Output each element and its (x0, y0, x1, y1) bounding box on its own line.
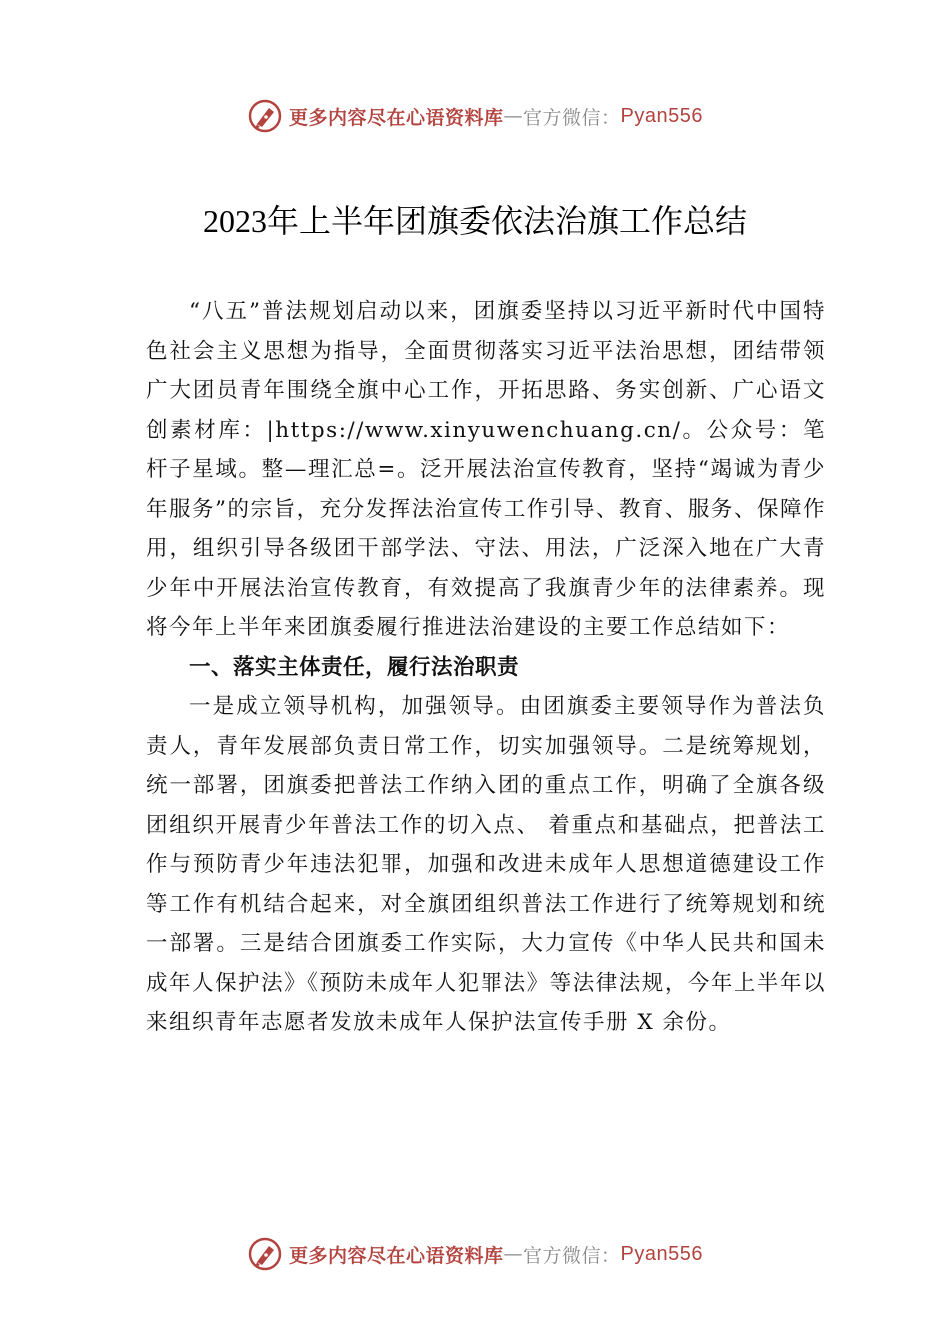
pen-nib-logo-icon (247, 1236, 283, 1272)
document-body (146, 292, 826, 1043)
document-title: 2023年上半年团旗委依法治旗工作总结 (202, 203, 747, 239)
watermark-wechat-label: 官方微信： (523, 106, 621, 129)
watermark-separator: — (503, 105, 524, 127)
watermark-wechat-label: 官方微信： (523, 1244, 621, 1267)
watermark-footer (0, 1234, 950, 1274)
watermark-separator: — (503, 1243, 524, 1265)
watermark-wechat-id: Pyan556 (620, 104, 703, 127)
watermark-header (0, 96, 950, 136)
pen-nib-logo-icon (247, 98, 283, 134)
section-paragraph: 一是成立领导机构，加强领导。由团旗委主要领导作为普法负责人，青年发展部负责日常工作，切实加强领导。二是统筹规划，统一部署，团旗委把普法工作纳入团的重点工作，明确了全旗各级团组织开展青少年普法工作的切入点、 着重点和基础点，把普法工作与预防青少年违法犯罪，加强和改进未成年人思想道德建设工作等工作有机结合起来，对全旗团组织普法工作进行了统筹规划和统一部署。三是结合团旗委工作实际，大力宣传《中华人民共和国未成年人保护法》《预防未成年人犯罪法》等法律法规，今年上半年以来组织青年志愿者发放未成年人保护法宣传手册 X 余份。 (146, 694, 826, 1035)
watermark-wechat-id: Pyan556 (620, 1242, 703, 1265)
section-heading: 一、落实主体责任，履行法治职责 (189, 654, 520, 680)
watermark-brand: 更多内容尽在心语资料库 (289, 1244, 504, 1267)
watermark-brand: 更多内容尽在心语资料库 (289, 106, 504, 129)
intro-paragraph: “八五”普法规划启动以来，团旗委坚持以习近平新时代中国特色社会主义思想为指导，全面贯彻落实习近平法治思想，团结带领广大团员青年围绕全旗中心工作，开拓思路、务实创新、广心语文创素材库：|https://www.xinyuwenchuang.cn/。公众号：笔杆子星域。整—理汇总=。泛开展法治宣传教育，坚持“竭诚为青少年服务”的宗旨，充分发挥法治宣传工作引导、教育、服务、保障作用，组织引导各级团干部学法、守法、用法，广泛深入地在广大青少年中开展法治宣传教育，有效提高了我旗青少年的法律素养。现将今年上半年来团旗委履行推进法治建设的主要工作总结如下： (146, 299, 826, 640)
